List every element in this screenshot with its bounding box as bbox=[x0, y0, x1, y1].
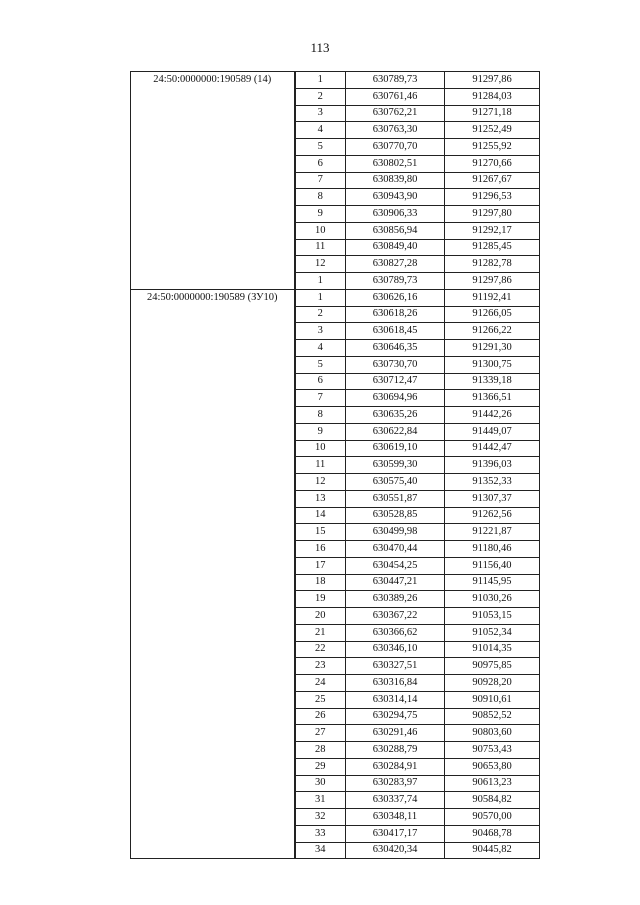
coordinate-x: 630763,30 bbox=[346, 122, 445, 139]
coordinate-y: 91296,53 bbox=[445, 189, 540, 206]
coordinate-y: 91292,17 bbox=[445, 222, 540, 239]
coordinate-y: 91297,86 bbox=[445, 273, 540, 290]
coordinate-y: 91352,33 bbox=[445, 474, 540, 491]
coordinate-y: 91052,34 bbox=[445, 624, 540, 641]
point-number: 19 bbox=[295, 591, 346, 608]
point-number: 17 bbox=[295, 557, 346, 574]
coordinate-y: 90613,23 bbox=[445, 775, 540, 792]
coordinate-x: 630761,46 bbox=[346, 88, 445, 105]
coordinate-x: 630499,98 bbox=[346, 524, 445, 541]
coordinate-x: 630943,90 bbox=[346, 189, 445, 206]
coordinate-x: 630618,26 bbox=[346, 306, 445, 323]
coordinate-x: 630470,44 bbox=[346, 541, 445, 558]
coordinate-y: 90570,00 bbox=[445, 809, 540, 826]
coordinate-y: 91266,05 bbox=[445, 306, 540, 323]
coordinate-x: 630856,94 bbox=[346, 222, 445, 239]
coordinate-y: 91053,15 bbox=[445, 608, 540, 625]
coordinate-x: 630417,17 bbox=[346, 825, 445, 842]
coordinates-table bbox=[130, 71, 540, 859]
coordinate-x: 630730,70 bbox=[346, 356, 445, 373]
point-number: 33 bbox=[295, 825, 346, 842]
coordinate-y: 91291,30 bbox=[445, 340, 540, 357]
coordinate-x: 630635,26 bbox=[346, 407, 445, 424]
coordinate-y: 90753,43 bbox=[445, 742, 540, 759]
coordinate-x: 630454,25 bbox=[346, 557, 445, 574]
point-number: 6 bbox=[295, 155, 346, 172]
point-number: 3 bbox=[295, 105, 346, 122]
point-number: 30 bbox=[295, 775, 346, 792]
coordinate-x: 630551,87 bbox=[346, 490, 445, 507]
point-number: 23 bbox=[295, 658, 346, 675]
page-number: 113 bbox=[310, 40, 330, 55]
coordinate-x: 630528,85 bbox=[346, 507, 445, 524]
coordinate-y: 91396,03 bbox=[445, 457, 540, 474]
coordinate-y: 90653,80 bbox=[445, 758, 540, 775]
coordinate-y: 91255,92 bbox=[445, 139, 540, 156]
coordinate-x: 630291,46 bbox=[346, 725, 445, 742]
point-number: 1 bbox=[295, 72, 346, 89]
coordinate-y: 91266,22 bbox=[445, 323, 540, 340]
point-number: 4 bbox=[295, 340, 346, 357]
coordinate-y: 91145,95 bbox=[445, 574, 540, 591]
coordinate-y: 91307,37 bbox=[445, 490, 540, 507]
coordinate-x: 630770,70 bbox=[346, 139, 445, 156]
coordinate-y: 91285,45 bbox=[445, 239, 540, 256]
coordinate-y: 91180,46 bbox=[445, 541, 540, 558]
coordinate-x: 630283,97 bbox=[346, 775, 445, 792]
coordinate-y: 91339,18 bbox=[445, 373, 540, 390]
coordinate-y: 91262,56 bbox=[445, 507, 540, 524]
coordinate-y: 91297,80 bbox=[445, 206, 540, 223]
coordinate-x: 630619,10 bbox=[346, 440, 445, 457]
point-number: 5 bbox=[295, 356, 346, 373]
coordinate-x: 630802,51 bbox=[346, 155, 445, 172]
coordinate-x: 630622,84 bbox=[346, 423, 445, 440]
point-number: 9 bbox=[295, 206, 346, 223]
point-number: 25 bbox=[295, 691, 346, 708]
coordinate-y: 91442,26 bbox=[445, 407, 540, 424]
coordinate-y: 91284,03 bbox=[445, 88, 540, 105]
coordinate-y: 91156,40 bbox=[445, 557, 540, 574]
point-number: 7 bbox=[295, 172, 346, 189]
coordinate-x: 630575,40 bbox=[346, 474, 445, 491]
table-row bbox=[131, 72, 540, 89]
coordinate-x: 630346,10 bbox=[346, 641, 445, 658]
coordinate-x: 630762,21 bbox=[346, 105, 445, 122]
coordinate-y: 90445,82 bbox=[445, 842, 540, 859]
parcel-id: 24:50:0000000:190589 (14) bbox=[131, 72, 295, 290]
coordinate-x: 630367,22 bbox=[346, 608, 445, 625]
point-number: 22 bbox=[295, 641, 346, 658]
coordinate-x: 630337,74 bbox=[346, 792, 445, 809]
parcel-id: 24:50:0000000:190589 (ЗУ10) bbox=[131, 289, 295, 859]
point-number: 32 bbox=[295, 809, 346, 826]
coordinate-x: 630618,45 bbox=[346, 323, 445, 340]
point-number: 10 bbox=[295, 440, 346, 457]
point-number: 1 bbox=[295, 289, 346, 306]
point-number: 29 bbox=[295, 758, 346, 775]
coordinate-y: 91192,41 bbox=[445, 289, 540, 306]
point-number: 34 bbox=[295, 842, 346, 859]
point-number: 24 bbox=[295, 675, 346, 692]
point-number: 9 bbox=[295, 423, 346, 440]
point-number: 7 bbox=[295, 390, 346, 407]
point-number: 2 bbox=[295, 306, 346, 323]
coordinate-y: 90910,61 bbox=[445, 691, 540, 708]
point-number: 11 bbox=[295, 239, 346, 256]
point-number: 12 bbox=[295, 474, 346, 491]
coordinate-x: 630420,34 bbox=[346, 842, 445, 859]
coordinate-x: 630827,28 bbox=[346, 256, 445, 273]
coordinate-y: 91014,35 bbox=[445, 641, 540, 658]
coordinate-y: 91221,87 bbox=[445, 524, 540, 541]
coordinate-y: 91300,75 bbox=[445, 356, 540, 373]
point-number: 8 bbox=[295, 189, 346, 206]
coordinate-y: 91449,07 bbox=[445, 423, 540, 440]
coordinate-x: 630447,21 bbox=[346, 574, 445, 591]
coordinate-y: 91271,18 bbox=[445, 105, 540, 122]
point-number: 31 bbox=[295, 792, 346, 809]
table-row bbox=[131, 289, 540, 306]
point-number: 16 bbox=[295, 541, 346, 558]
point-number: 6 bbox=[295, 373, 346, 390]
point-number: 28 bbox=[295, 742, 346, 759]
point-number: 20 bbox=[295, 608, 346, 625]
point-number: 8 bbox=[295, 407, 346, 424]
point-number: 18 bbox=[295, 574, 346, 591]
coordinate-y: 91282,78 bbox=[445, 256, 540, 273]
coordinate-x: 630626,16 bbox=[346, 289, 445, 306]
point-number: 27 bbox=[295, 725, 346, 742]
coordinate-y: 91442,47 bbox=[445, 440, 540, 457]
coordinate-x: 630906,33 bbox=[346, 206, 445, 223]
coordinate-x: 630389,26 bbox=[346, 591, 445, 608]
coordinate-y: 91297,86 bbox=[445, 72, 540, 89]
coordinate-x: 630288,79 bbox=[346, 742, 445, 759]
point-number: 12 bbox=[295, 256, 346, 273]
point-number: 26 bbox=[295, 708, 346, 725]
coordinate-x: 630599,30 bbox=[346, 457, 445, 474]
point-number: 3 bbox=[295, 323, 346, 340]
coordinate-x: 630294,75 bbox=[346, 708, 445, 725]
coordinate-x: 630284,91 bbox=[346, 758, 445, 775]
point-number: 11 bbox=[295, 457, 346, 474]
point-number: 10 bbox=[295, 222, 346, 239]
point-number: 13 bbox=[295, 490, 346, 507]
point-number: 5 bbox=[295, 139, 346, 156]
coordinate-y: 91267,67 bbox=[445, 172, 540, 189]
coordinate-y: 90975,85 bbox=[445, 658, 540, 675]
coordinate-x: 630314,14 bbox=[346, 691, 445, 708]
coordinate-x: 630789,73 bbox=[346, 72, 445, 89]
coordinate-x: 630327,51 bbox=[346, 658, 445, 675]
coordinate-x: 630694,96 bbox=[346, 390, 445, 407]
coordinate-x: 630366,62 bbox=[346, 624, 445, 641]
coordinate-y: 91366,51 bbox=[445, 390, 540, 407]
coordinate-x: 630712,47 bbox=[346, 373, 445, 390]
point-number: 1 bbox=[295, 273, 346, 290]
point-number: 15 bbox=[295, 524, 346, 541]
point-number: 2 bbox=[295, 88, 346, 105]
coordinate-y: 91030,26 bbox=[445, 591, 540, 608]
coordinate-x: 630839,80 bbox=[346, 172, 445, 189]
point-number: 21 bbox=[295, 624, 346, 641]
coordinate-y: 91252,49 bbox=[445, 122, 540, 139]
point-number: 14 bbox=[295, 507, 346, 524]
coordinate-x: 630849,40 bbox=[346, 239, 445, 256]
coordinates-table-body bbox=[131, 72, 540, 859]
coordinate-x: 630789,73 bbox=[346, 273, 445, 290]
point-number: 4 bbox=[295, 122, 346, 139]
coordinate-x: 630316,84 bbox=[346, 675, 445, 692]
coordinate-y: 90852,52 bbox=[445, 708, 540, 725]
coordinate-y: 90928,20 bbox=[445, 675, 540, 692]
coordinate-y: 90584,82 bbox=[445, 792, 540, 809]
coordinate-y: 90803,60 bbox=[445, 725, 540, 742]
coordinate-y: 91270,66 bbox=[445, 155, 540, 172]
coordinate-x: 630646,35 bbox=[346, 340, 445, 357]
coordinate-x: 630348,11 bbox=[346, 809, 445, 826]
coordinate-y: 90468,78 bbox=[445, 825, 540, 842]
